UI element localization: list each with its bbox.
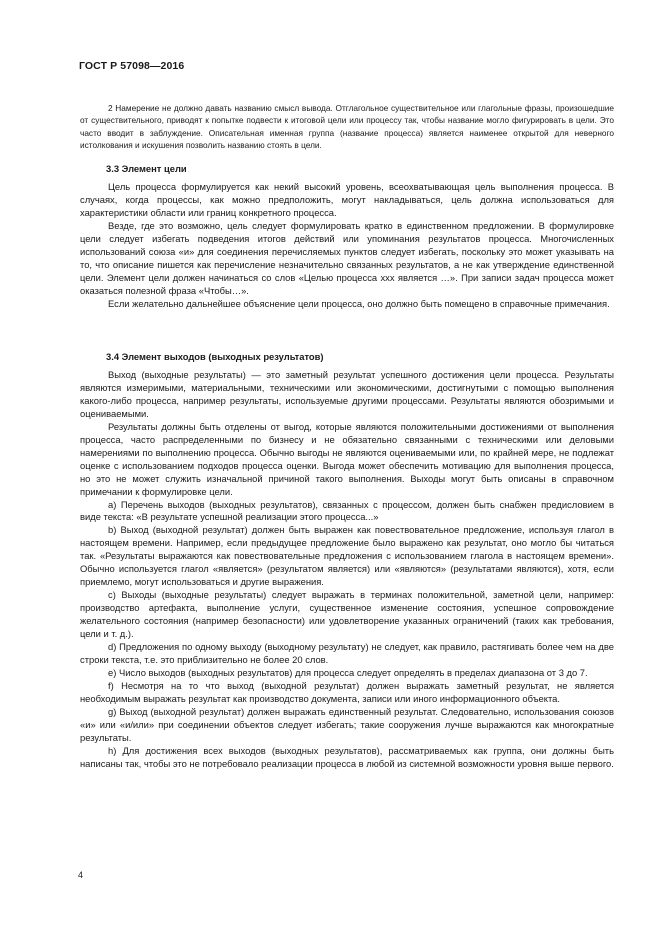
paragraph: Цель процесса формулируется как некий высокий уровень, всеохватывающая цель выполнения процесса. В случаях, когда процессы, как можно предположить, могут накладываться, цель должна использоваться для характеристики области или границ конкретного процесса. bbox=[80, 181, 614, 218]
list-item-b: b) Выход (выходной результат) должен быть выражен как повествовательное предложение, используя глагол в настоящем времени. Например, если предыдущее предложение было выражено как результат, оно могло бы читаться так. «Результаты выражаются как повествовательные предложения с использованием глагола в настоящем времени». Обычно используется глагол «является» (результатом является) или «являются» (результатами являются), хотя, если приемлемо, могут использоваться и другие выражения. bbox=[80, 524, 614, 588]
list-item-d: d) Предложения по одному выходу (выходному результату) не следует, как правило, растягивать более чем на две строки текста, т.е. это приблизительно не более 20 слов. bbox=[80, 641, 614, 665]
section-outputs-body bbox=[80, 369, 614, 771]
list-item-c: c) Выходы (выходные результаты) следует выражать в терминах положительной, заметной цели, например: производство артефакта, выполнение услуги, существенное изменение состояния, успешное сопровождение желательного состояния (например безопасности) или удовлетворение указанных ограничений (таких как требования, цели и т. д.). bbox=[80, 589, 614, 640]
section-title-goal: 3.3 Элемент цели bbox=[106, 163, 187, 174]
page-number: 4 bbox=[78, 870, 84, 880]
paragraph: Если желательно дальнейшее объяснение цели процесса, оно должно быть помещено в справочные примечания. bbox=[108, 297, 610, 309]
list-item-h: h) Для достижения всех выходов (выходных результатов), рассматриваемых как группа, они должны быть написаны так, чтобы это не потребовало реализации процесса в любой из системной возможности уровня выше первого. bbox=[80, 744, 614, 769]
section-goal-body bbox=[80, 181, 614, 311]
paragraph: Выход (выходные результаты) — это заметный результат успешного достижения цели процесса. Результаты являются измеримыми, материальными, техническими или экономическими, достигнутыми с помощью выполнения какого-либо процесса, например результаты, используемые другими процессами. Результаты являются обозримыми и оцениваемыми. bbox=[80, 369, 614, 419]
list-item-f: f) Несмотря на то что выход (выходной результат) должен выражать заметный результат, не является необходимым выражать результат как производство документа, записи или иного информационного объекта. bbox=[80, 679, 614, 704]
list-item-e: e) Число выходов (выходных результатов) для процесса следует определять в пределах диапазона от 3 до 7. bbox=[108, 666, 588, 678]
note-paragraph: 2 Намерение не должно давать названию смысл вывода. Отглагольное существительное или глагольные фразы, произошедшие от существительного, приводят к попытке подвести к итоговой цели или процессу так, чтобы название могло фигурировать в цели. Это часто вводит в заблуждение. Описательная именная группа (название процесса) является наименее открытой для неверного истолкования и искушения позволить названию стоять в цели. bbox=[80, 103, 614, 150]
section-title-outputs: 3.4 Элемент выходов (выходных результатов) bbox=[106, 351, 324, 362]
paragraph: Результаты должны быть отделены от выгод, которые являются положительными достижениями от выполнения процесса, часто распределенными по бизнесу и не обязательно связанными с техническими или деловыми намерениями по выполнению процесса. Обычно выгоды не являются оцениваемыми или, по крайней мере, не подлежат оценке с использованием подходов процесса оценки. Выгода может обеспечить мотивацию для выполнения процесса, но это не может служить изначальной причиной такого выполнения. Выходы могут быть описаны в справочном примечании к формулировке цели. bbox=[80, 420, 614, 497]
list-item-a: a) Перечень выходов (выходных результатов), связанных с процессом, должен быть снабжен предисловием в виде текста: «В результате успешной реализации этого процесса...» bbox=[80, 498, 614, 523]
standard-header: ГОСТ Р 57098—2016 bbox=[79, 60, 185, 72]
paragraph: Везде, где это возможно, цель следует формулировать кратко в единственном предложении. В формулировке цели следует избегать подведения итогов действий или упоминания результатов процесса. Многочисленных использований союза «и» для соединения перечисляемых пунктов следует избегать, поскольку это может указывать на то, что описание пишется как перечисление незначительно связанных результатов, а не как утверждение единственной цели. Элемент цели должен начинаться со слов «Целью процесса xxx является …». При записи задач процесса может оказаться полезной фраза «Чтобы…». bbox=[80, 219, 614, 296]
list-item-g: g) Выход (выходной результат) должен выражать единственный результат. Следовательно, использования союзов «и» или «и/или» при соединении объектов следует избегать; такие сооружения лучше выражаются как многократные результаты. bbox=[80, 705, 614, 743]
